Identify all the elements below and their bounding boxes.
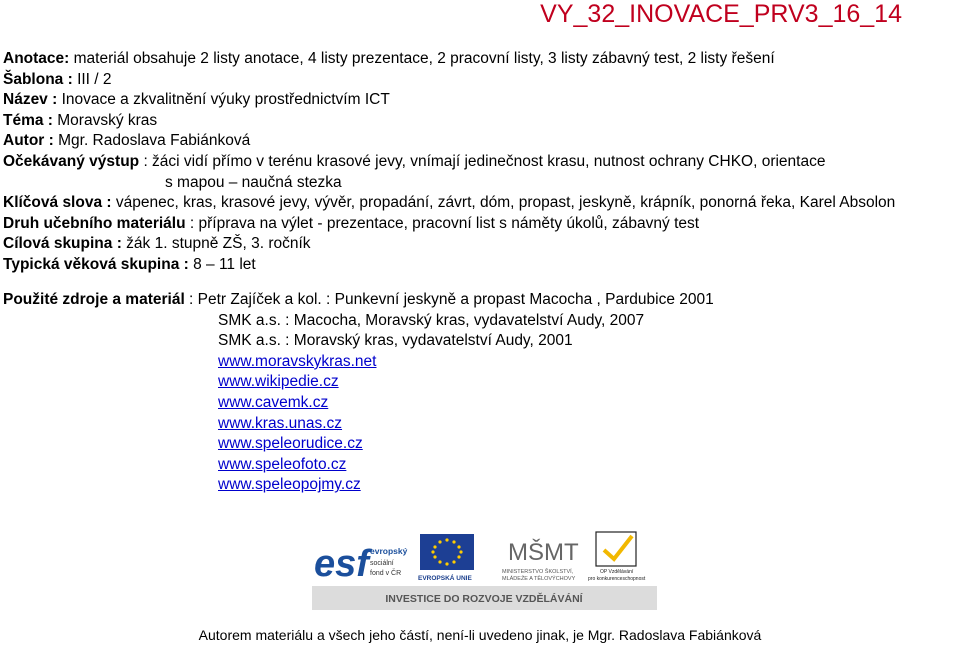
field-vekova-skupina [3,255,895,276]
field-ocekavany-vystup-cont [3,173,895,194]
field-nazev [3,90,895,111]
field-value: 8 – 11 let [188,255,256,273]
op-line2: pro konkurenceschopnost [588,576,646,582]
field-label: Šablona : [3,70,73,88]
esf-line3: fond v ČR [370,570,402,577]
field-label: Klíčová slova : [3,194,112,212]
footer-credit: Autorem materiálu a všech jeho částí, není-li uvedeno jinak, je Mgr. Radoslava Fabiánková [198,627,762,643]
annotation-block [3,49,895,276]
source-item [3,311,714,332]
op-vk-logo [588,532,646,582]
esf-line1: evropský [370,546,408,556]
field-tema [3,111,895,132]
source-text: SMK a.s. : Macocha, Moravský kras, vydavatelství Audy, 2007 [218,311,645,329]
source-link[interactable]: www.speleopojmy.cz [218,476,361,494]
field-label: Očekávaný výstup [3,152,140,170]
field-value: žák 1. stupně ZŠ, 3. ročník [121,235,311,253]
logos-svg [312,528,657,610]
field-value: : žáci vidí přímo v terénu krasové jevy, vnímají jedinečnost krasu, nutnost ochrany CHKO, orientace [139,152,826,170]
field-druh-materialu [3,214,895,235]
op-line1: OP Vzdělávání [600,569,634,575]
field-label: Anotace: [3,50,70,67]
field-label: Cílová skupina : [3,235,122,253]
eu-label: EVROPSKÁ UNIE [418,575,472,582]
source-text: SMK a.s. : Moravský kras, vydavatelství Audy, 2001 [218,332,573,350]
field-cilova-skupina [3,234,895,255]
esf-letters: esf [314,543,369,585]
sources-first [3,290,714,311]
funding-logos-banner [312,528,657,610]
source-link[interactable]: www.speleofoto.cz [218,455,347,473]
field-value: materiál obsahuje 2 listy anotace, 4 listy prezentace, 2 pracovní listy, 3 listy zábavný test, 2 listy řešení [69,50,775,67]
field-value: Mgr. Radoslava Fabiánková [53,132,251,150]
field-label: Název : [3,91,58,109]
field-value: : příprava na výlet - prezentace, pracovní list s náměty úkolů, zábavný test [185,214,700,232]
msmt-sub1: MINISTERSTVO ŠKOLSTVÍ, [502,569,574,575]
sources-block [3,290,714,496]
tagline-text: INVESTICE DO ROZVOJE VZDĚLÁVÁNÍ [385,593,583,605]
field-value: s mapou – naučná stezka [165,173,342,191]
esf-logo [314,543,408,585]
msmt-logo [502,538,579,582]
field-label: Typická věková skupina : [3,255,189,273]
field-label: Autor : [3,132,54,150]
field-autor [3,131,895,152]
sources-value: : Petr Zajíček a kol. : Punkevní jeskyně a propast Macocha , Pardubice 2001 [184,291,714,308]
field-sablona [3,70,895,91]
source-link[interactable]: www.speleorudice.cz [218,435,363,453]
source-link[interactable]: www.wikipedie.cz [218,373,339,391]
field-klicova-slova [3,193,895,214]
field-label: Téma : [3,111,53,129]
source-link[interactable]: www.cavemk.cz [218,393,329,411]
eu-flag-logo [418,534,474,582]
field-value: Moravský kras [52,111,158,129]
field-value: Inovace a zkvalitnění výuky prostřednictvím ICT [57,91,390,109]
field-label: Druh učebního materiálu [3,214,186,232]
source-link[interactable]: www.moravskykras.net [218,352,377,370]
source-item [3,331,714,352]
msmt-label: MŠMT [508,539,579,566]
sources-label: Použité zdroje a materiál [3,291,185,308]
esf-line2: sociální [370,560,394,567]
field-value: vápenec, kras, krasové jevy, vývěr, propadání, závrt, dóm, propast, jeskyně, krápník, ponorná řeka, Karel Absolon [111,194,896,212]
document-code: VY_32_INOVACE_PRV3_16_14 [540,0,902,28]
field-value: III / 2 [72,70,112,88]
source-link[interactable]: www.kras.unas.cz [218,414,343,432]
msmt-sub2: MLÁDEŽE A TĚLOVÝCHOVY [502,576,576,582]
field-ocekavany-vystup [3,152,895,173]
field-anotace [3,49,895,70]
